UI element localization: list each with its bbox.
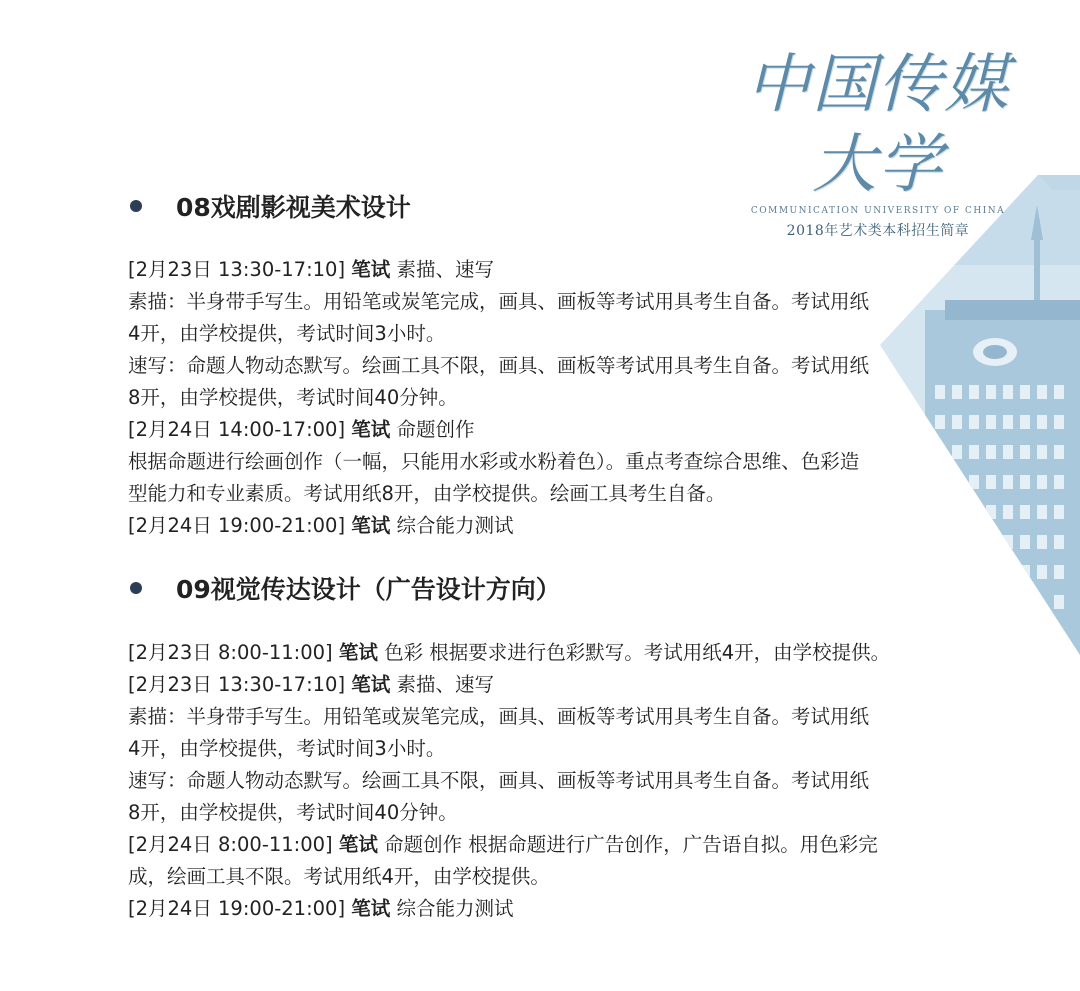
section-heading-09	[128, 568, 928, 608]
description-line: 速写：命题人物动态默写。绘画工具不限，画具、画板等考试用具考生自备。考试用纸	[128, 769, 870, 792]
section-heading-08	[128, 186, 928, 226]
exam-subject: 素描、速写	[396, 258, 494, 281]
exam-type: 笔试	[338, 833, 378, 856]
exam-time: [2月24日 14:00-17:00]	[128, 418, 346, 441]
exam-type: 笔试	[338, 641, 378, 664]
exam-subject: 命题创作	[396, 418, 475, 441]
description-line: 4开，由学校提供，考试时间3小时。	[128, 322, 446, 345]
schedule-line	[128, 893, 978, 925]
description-line: 素描：半身带手写生。用铅笔或炭笔完成，画具、画板等考试用具考生自备。考试用纸	[128, 290, 870, 313]
exam-time: [2月23日 13:30-17:10]	[128, 673, 346, 696]
section-body-08	[128, 254, 978, 542]
exam-time: [2月23日 13:30-17:10]	[128, 258, 346, 281]
description-line: 型能力和专业素质。考试用纸8开，由学校提供。绘画工具考生自备。	[128, 482, 726, 505]
section-body-09	[128, 637, 978, 925]
university-english-name: COMMUNICATION UNIVERSITY OF CHINA	[750, 206, 1006, 216]
exam-subject: 命题创作 根据命题进行广告创作，广告语自拟。用色彩完	[384, 833, 878, 856]
description-line: 8开，由学校提供，考试时间40分钟。	[128, 801, 458, 824]
exam-subject: 综合能力测试	[396, 897, 514, 920]
bullet-icon	[130, 200, 142, 212]
university-logo: 中国传媒大学	[746, 48, 1010, 202]
exam-type: 笔试	[351, 418, 391, 441]
section-title: 09视觉传达设计（广告设计方向）	[176, 575, 561, 604]
description-line: 成，绘画工具不限。考试用纸4开，由学校提供。	[128, 865, 550, 888]
exam-subject: 综合能力测试	[396, 514, 514, 537]
exam-type: 笔试	[351, 897, 391, 920]
exam-type: 笔试	[351, 673, 391, 696]
exam-time: [2月24日 19:00-21:00]	[128, 897, 346, 920]
exam-subject: 色彩 根据要求进行色彩默写。考试用纸4开，由学校提供。	[384, 641, 891, 664]
schedule-line	[128, 669, 978, 701]
schedule-line	[128, 510, 978, 542]
bullet-icon	[130, 582, 142, 594]
description-line: 素描：半身带手写生。用铅笔或炭笔完成，画具、画板等考试用具考生自备。考试用纸	[128, 705, 870, 728]
schedule-line	[128, 637, 978, 669]
schedule-line	[128, 254, 978, 286]
schedule-line	[128, 414, 978, 446]
exam-subject: 素描、速写	[396, 673, 494, 696]
description-line: 8开，由学校提供，考试时间40分钟。	[128, 386, 458, 409]
schedule-line	[128, 829, 978, 861]
section-title: 08戏剧影视美术设计	[176, 193, 411, 222]
exam-type: 笔试	[351, 258, 391, 281]
exam-time: [2月23日 8:00-11:00]	[128, 641, 333, 664]
exam-type: 笔试	[351, 514, 391, 537]
description-line: 4开，由学校提供，考试时间3小时。	[128, 737, 446, 760]
exam-time: [2月24日 8:00-11:00]	[128, 833, 333, 856]
description-line: 速写：命题人物动态默写。绘画工具不限，画具、画板等考试用具考生自备。考试用纸	[128, 354, 870, 377]
description-line: 根据命题进行绘画创作（一幅，只能用水彩或水粉着色）。重点考查综合思维、色彩造	[128, 450, 860, 473]
brochure-subtitle: 2018年艺术类本科招生简章	[786, 223, 970, 239]
exam-time: [2月24日 19:00-21:00]	[128, 514, 346, 537]
